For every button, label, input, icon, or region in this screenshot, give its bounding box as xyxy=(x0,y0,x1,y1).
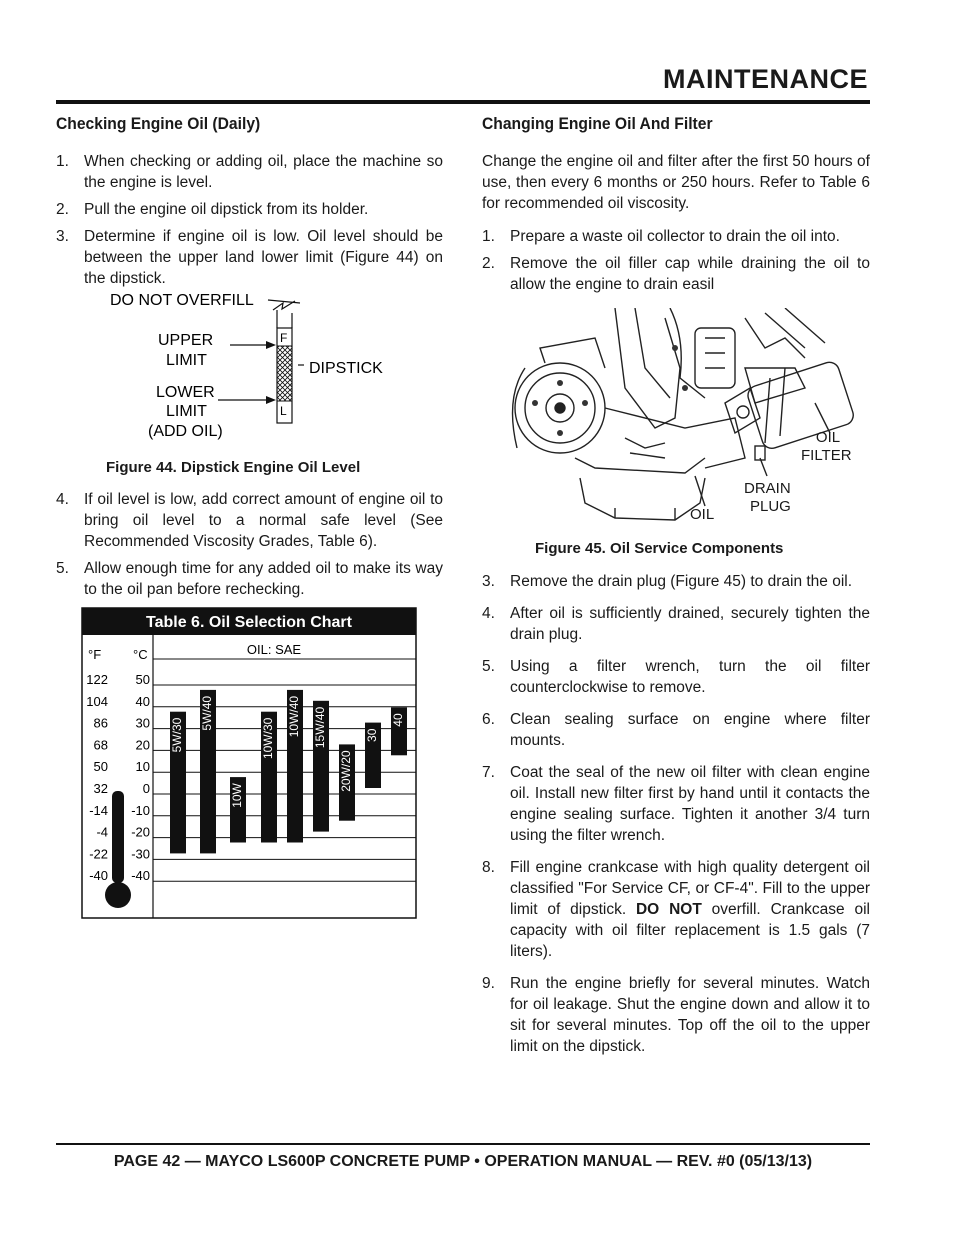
upper-limit-label-2: LIMIT xyxy=(166,352,207,369)
c-tick-label: 20 xyxy=(135,737,150,753)
f-tick-label: 86 xyxy=(93,715,108,731)
oil-filter-label-2: FILTER xyxy=(801,447,852,464)
dipstick-label: DIPSTICK xyxy=(309,360,383,377)
list-item: 3. Determine if engine oil is low. Oil level should be between the upper land lower limit (Figure 44) on the dipstick. xyxy=(56,228,443,287)
list-item: 7. Coat the seal of the new oil filter with clean engine oil. Install new filter first by hand until it contacts the engine sealing surface. Tighten it another 3/4 turn using the filter wrench. xyxy=(482,764,870,844)
engine-illustration xyxy=(505,308,865,528)
f-tick-label: 68 xyxy=(93,737,108,753)
intro-paragraph: Change the engine oil and filter after the first 50 hours of use, then every 6 months or 250 hours. Refer to Table 6 for recommended oil viscosity. xyxy=(482,153,870,212)
right-steps-b xyxy=(482,571,870,1063)
list-item: 4. If oil level is low, add correct amount of engine oil to bring oil level to a normal safe level (See Recommended Viscosity Grades, Table 6). xyxy=(56,491,443,550)
grade-label: 10W/40 xyxy=(287,695,301,738)
c-tick-label: -20 xyxy=(131,824,150,840)
list-item: 8. Fill engine crankcase with high quality detergent oil classified "For Service CF, or CF-4". Fill to the upper limit of dipstick. DO NOT overfill. Crankcase oil capacity with oil filter replacement is 1.5 gals (7 liters). xyxy=(482,859,870,960)
figure45-caption: Figure 45. Oil Service Components xyxy=(535,540,784,557)
do-not-overfill-label: DO NOT OVERFILL xyxy=(110,292,254,309)
oil-label: OIL xyxy=(690,506,715,523)
grade-label: 5W/30 xyxy=(170,717,184,753)
list-item: 2. Pull the engine oil dipstick from its holder. xyxy=(56,201,369,218)
left-steps-b xyxy=(56,489,443,606)
section-title: MAINTENANCE xyxy=(663,64,868,94)
mark-l: L xyxy=(280,404,287,418)
chart-title: Table 6. Oil Selection Chart xyxy=(146,614,352,631)
f-tick-label: 104 xyxy=(86,693,108,709)
list-item: 1. When checking or adding oil, place the machine so the engine is level. xyxy=(56,153,443,191)
c-tick-label: -10 xyxy=(131,802,150,818)
list-item: 3. Remove the drain plug (Figure 45) to drain the oil. xyxy=(482,573,853,590)
grade-label: 40 xyxy=(391,713,405,727)
list-item: 9. Run the engine briefly for several minutes. Watch for oil leakage. Shut the engine down and allow it to sit for several minutes. Top off the oil to the upper limit on the dipstick. xyxy=(482,975,870,1055)
f-tick-label: -4 xyxy=(96,824,108,840)
drain-plug-label-2: PLUG xyxy=(750,498,791,515)
page-footer: PAGE 42 — MAYCO LS600P CONCRETE PUMP • OPERATION MANUAL — REV. #0 (05/13/13) xyxy=(113,1153,813,1170)
left-steps-a xyxy=(56,151,443,295)
thermometer-bulb xyxy=(105,882,131,908)
f-tick-label: -22 xyxy=(89,846,108,862)
c-tick-label: 40 xyxy=(135,693,150,709)
list-item: 1. Prepare a waste oil collector to drain the oil into. xyxy=(482,228,840,245)
c-tick-label: -40 xyxy=(131,868,150,884)
c-tick-label: 0 xyxy=(142,781,150,796)
figure44-caption: Figure 44. Dipstick Engine Oil Level xyxy=(106,459,361,476)
list-item: 2. Remove the oil filler cap while draining the oil to allow the engine to drain easil xyxy=(482,255,870,293)
grade-label: 5W/40 xyxy=(200,695,214,731)
f-tick-label: 32 xyxy=(93,781,108,796)
grade-label: 30 xyxy=(365,728,379,742)
c-tick-label: 30 xyxy=(135,715,150,731)
f-tick-label: -14 xyxy=(89,802,108,818)
f-tick-label: -40 xyxy=(89,868,108,884)
lower-limit-label-1: LOWER xyxy=(156,384,215,401)
dipstick-figure xyxy=(100,285,420,450)
thermometer-stem xyxy=(112,791,124,883)
drain-plug-label-1: DRAIN xyxy=(744,480,791,497)
oil-sae-label: OIL: SAE xyxy=(246,642,302,657)
lower-limit-label-3: (ADD OIL) xyxy=(148,423,223,440)
footer-rule xyxy=(56,1143,870,1145)
list-item: 4. After oil is sufficiently drained, securely tighten the drain plug. xyxy=(482,605,870,643)
oil-selection-chart xyxy=(80,606,420,922)
f-tick-label: 50 xyxy=(93,759,108,775)
celsius-label: °C xyxy=(133,647,148,662)
grade-label: 15W/40 xyxy=(313,706,327,749)
grade-label: 10W/30 xyxy=(261,717,275,760)
grade-label: 20W/20 xyxy=(339,750,353,792)
list-item: 6. Clean sealing surface on engine where filter mounts. xyxy=(482,711,870,749)
f-tick-label: 122 xyxy=(86,672,108,687)
upper-limit-label-1: UPPER xyxy=(158,332,214,349)
list-item: 5. Allow enough time for any added oil to make its way to the oil pan before rechecking. xyxy=(56,560,443,598)
grade-label: 10W xyxy=(230,783,244,808)
oil-filter-label xyxy=(815,429,841,447)
oil-filter-label-1: OIL xyxy=(815,429,841,446)
c-tick-label: -30 xyxy=(131,846,150,862)
right-text-a xyxy=(482,151,870,301)
fahrenheit-label: °F xyxy=(88,647,102,662)
c-tick-label: 50 xyxy=(135,672,150,687)
header-rule xyxy=(56,100,870,104)
mark-f: F xyxy=(280,331,288,345)
changing-oil-heading: Changing Engine Oil And Filter xyxy=(482,114,713,133)
checking-oil-heading: Checking Engine Oil (Daily) xyxy=(56,114,261,133)
lower-limit-label-2: LIMIT xyxy=(166,403,207,420)
c-tick-label: 10 xyxy=(135,759,150,775)
list-item: 5. Using a filter wrench, turn the oil filter counterclockwise to remove. xyxy=(482,658,870,696)
